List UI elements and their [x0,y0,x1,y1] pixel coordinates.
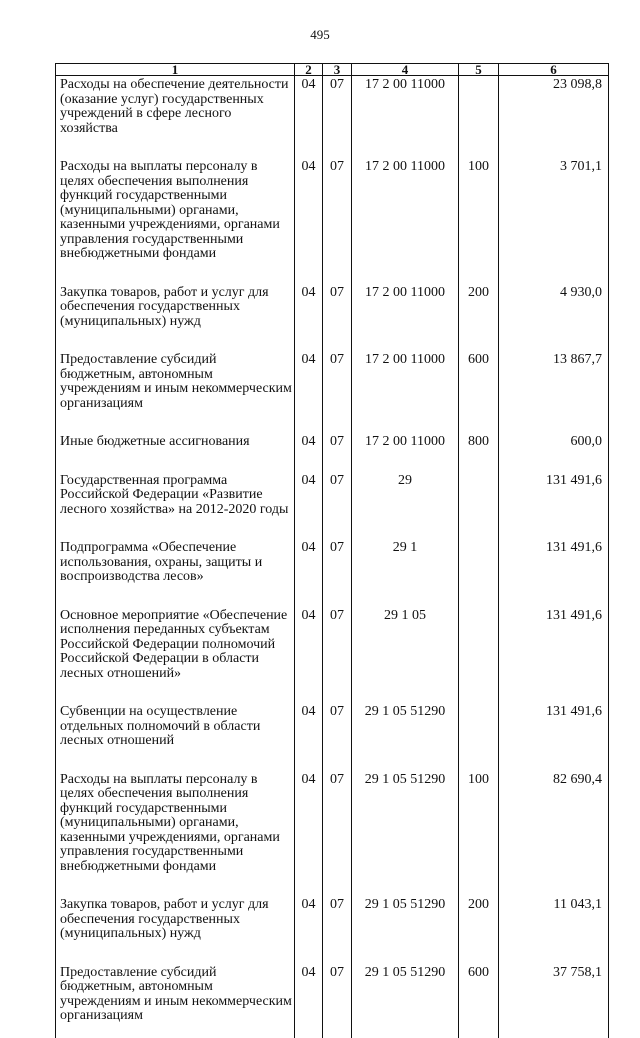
row-amount: 131 491,6 [499,607,609,704]
row-expense-type: 600 [459,964,499,1038]
row-subsection: 07 [323,539,352,607]
row-amount: 23 098,8 [499,76,609,159]
header-row [56,64,609,76]
table-row [56,351,609,433]
row-name: Расходы на выплаты персоналу в целях обеспечения выполнения функций государственными (муниципальными) органами, казенными учреждениями, органами управления государственными внебюджетными фондами [56,771,295,897]
row-target-article: 17 2 00 11000 [352,284,459,352]
row-section: 04 [295,284,323,352]
row-target-article: 29 1 05 51290 [352,964,459,1038]
table-row [56,703,609,771]
row-subsection: 07 [323,433,352,472]
row-target-article: 29 1 05 51290 [352,896,459,964]
row-amount: 3 701,1 [499,158,609,284]
table-row [56,539,609,607]
row-expense-type [459,539,499,607]
row-target-article: 29 [352,472,459,540]
row-amount: 131 491,6 [499,472,609,540]
page-number: 495 [310,27,330,42]
row-expense-type: 200 [459,896,499,964]
row-target-article: 29 1 05 51290 [352,703,459,771]
row-expense-type [459,472,499,540]
table-row [56,472,609,540]
col-header-subsection: 3 [323,64,352,76]
row-target-article: 29 1 05 [352,607,459,704]
row-subsection: 07 [323,771,352,897]
row-target-article: 17 2 00 11000 [352,76,459,159]
row-expense-type: 600 [459,351,499,433]
table-row [56,896,609,964]
row-name: Субвенции на осуществление отдельных полномочий в области лесных отношений [56,703,295,771]
row-subsection: 07 [323,896,352,964]
row-name: Государственная программа Российской Федерации «Развитие лесного хозяйства» на 2012-2020 годы [56,472,295,540]
row-subsection: 07 [323,607,352,704]
row-expense-type: 800 [459,433,499,472]
table-row [56,158,609,284]
row-expense-type: 100 [459,158,499,284]
row-amount: 37 758,1 [499,964,609,1038]
row-section: 04 [295,703,323,771]
table-row [56,964,609,1038]
row-section: 04 [295,896,323,964]
row-name: Предоставление субсидий бюджетным, автономным учреждениям и иным некоммерческим организациям [56,351,295,433]
row-subsection: 07 [323,351,352,433]
row-name: Закупка товаров, работ и услуг для обеспечения государственных (муниципальных) нужд [56,896,295,964]
row-section: 04 [295,539,323,607]
table-row [56,771,609,897]
row-name: Закупка товаров, работ и услуг для обеспечения государственных (муниципальных) нужд [56,284,295,352]
row-expense-type [459,703,499,771]
row-expense-type: 200 [459,284,499,352]
row-target-article: 17 2 00 11000 [352,351,459,433]
row-amount: 82 690,4 [499,771,609,897]
row-name: Расходы на выплаты персоналу в целях обеспечения выполнения функций государственными (муниципальными) органами, казенными учреждениями, органами управления государственными внебюджетными фондами [56,158,295,284]
table-row [56,284,609,352]
row-name: Расходы на обеспечение деятельности (оказание услуг) государственных учреждений в сфере лесного хозяйства [56,76,295,159]
col-header-target-article: 4 [352,64,459,76]
row-subsection: 07 [323,284,352,352]
row-subsection: 07 [323,472,352,540]
table-row [56,433,609,472]
col-header-section: 2 [295,64,323,76]
col-header-amount: 6 [499,64,609,76]
row-amount: 600,0 [499,433,609,472]
table-row [56,607,609,704]
row-name: Иные бюджетные ассигнования [56,433,295,472]
row-subsection: 07 [323,964,352,1038]
row-name: Подпрограмма «Обеспечение использования, охраны, защиты и воспроизводства лесов» [56,539,295,607]
row-section: 04 [295,351,323,433]
row-subsection: 07 [323,158,352,284]
row-section: 04 [295,607,323,704]
row-amount: 131 491,6 [499,539,609,607]
row-amount: 11 043,1 [499,896,609,964]
row-name: Предоставление субсидий бюджетным, автономным учреждениям и иным некоммерческим организациям [56,964,295,1038]
row-expense-type [459,607,499,704]
row-target-article: 29 1 [352,539,459,607]
row-section: 04 [295,771,323,897]
row-target-article: 17 2 00 11000 [352,158,459,284]
row-target-article: 17 2 00 11000 [352,433,459,472]
row-section: 04 [295,158,323,284]
row-amount: 4 930,0 [499,284,609,352]
row-name: Основное мероприятие «Обеспечение исполнения переданных субъектам Российской Федерации полномочий Российской Федерации в области лесных отношений» [56,607,295,704]
row-section: 04 [295,433,323,472]
row-section: 04 [295,964,323,1038]
row-section: 04 [295,472,323,540]
row-expense-type [459,76,499,159]
row-amount: 13 867,7 [499,351,609,433]
budget-table [55,63,609,1038]
row-expense-type: 100 [459,771,499,897]
row-target-article: 29 1 05 51290 [352,771,459,897]
row-subsection: 07 [323,703,352,771]
table-row [56,76,609,159]
col-header-expense-type: 5 [459,64,499,76]
row-amount: 131 491,6 [499,703,609,771]
row-subsection: 07 [323,76,352,159]
col-header-name: 1 [56,64,295,76]
row-section: 04 [295,76,323,159]
